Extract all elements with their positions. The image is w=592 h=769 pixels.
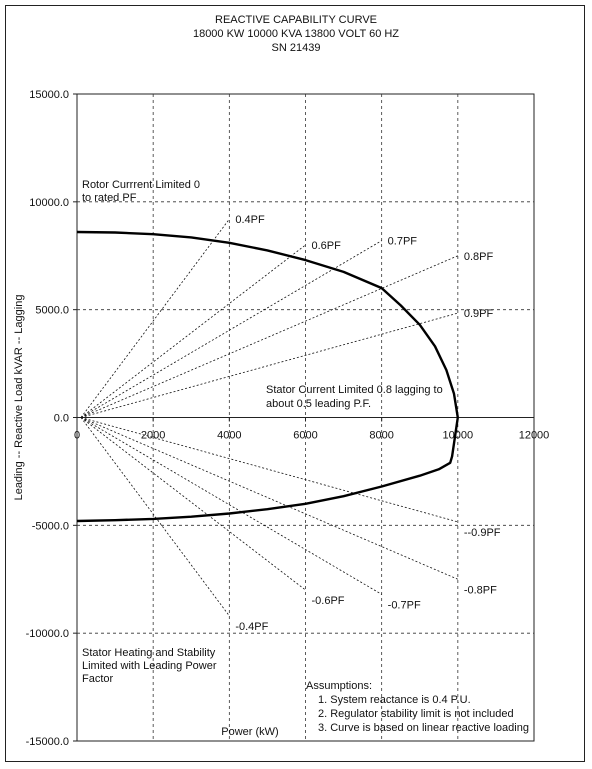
x-tick-label: 10000 (442, 429, 474, 442)
y-tick-label: 0.0 (53, 412, 69, 425)
pf-line (81, 219, 229, 417)
annotation-heating: Limited with Leading Power (82, 660, 217, 672)
pf-label: 0.7PF (387, 235, 418, 248)
annotation-assumptions: Assumptions: (306, 680, 373, 692)
annotation-heating: Stator Heating and Stability (82, 647, 216, 659)
x-tick-label: 0 (73, 429, 81, 442)
pf-line (81, 418, 306, 591)
annotation-rotor: to rated PF (82, 192, 137, 204)
chart-title: REACTIVE CAPABILITY CURVE (215, 14, 377, 26)
annotation-stator: Stator Current Limited 0.8 lagging to (266, 384, 443, 396)
y-axis-label: Leading -- Reactive Load kVAR -- Lagging (13, 294, 25, 501)
pf-label: 0.6PF (311, 239, 341, 252)
pf-label: --0.9PF (463, 526, 501, 539)
x-tick-label: 8000 (369, 429, 394, 442)
y-tick-label: -10000.0 (25, 628, 69, 641)
y-tick-label: 5000.0 (35, 304, 69, 317)
annotation-stator: about 0.5 leading P.F. (266, 398, 371, 410)
annotation-assumptions: 2. Regulator stability limit is not included (318, 708, 514, 720)
x-tick-label: 4000 (217, 429, 242, 442)
x-tick-label: 2000 (140, 429, 166, 442)
x-axis-label: Power (kW) (221, 726, 279, 738)
y-tick-label: -5000.0 (31, 520, 69, 533)
pf-line (81, 418, 458, 580)
y-tick-label: -15000.0 (25, 736, 69, 748)
chart-serial: SN 21439 (271, 42, 321, 54)
chart-subtitle: 18000 KW 10000 KVA 13800 VOLT 60 HZ (192, 28, 400, 40)
annotation-rotor: Rotor Currrent Limited 0 (82, 179, 200, 191)
pf-label: 0.4PF (235, 214, 265, 227)
pf-label: 0.8PF (463, 250, 494, 263)
annotation-assumptions: 3. Curve is based on linear reactive loading (318, 722, 529, 734)
annotation-assumptions: 1. System reactance is 0.4 P.U. (318, 694, 471, 706)
pf-label: -0.4PF (235, 620, 269, 633)
pf-label: 0.9PF (463, 308, 494, 321)
y-tick-label: 15000.0 (29, 89, 69, 101)
pf-label: -0.6PF (311, 595, 345, 608)
pf-line (81, 418, 382, 595)
y-tick-label: 10000.0 (29, 196, 69, 209)
pf-line (81, 418, 458, 522)
pf-line (81, 418, 229, 616)
pf-label: -0.7PF (387, 599, 421, 612)
annotation-heating: Factor (82, 673, 114, 685)
x-tick-label: 6000 (293, 429, 318, 442)
x-tick-label: 12000 (518, 429, 550, 442)
pf-label: -0.8PF (463, 584, 497, 597)
